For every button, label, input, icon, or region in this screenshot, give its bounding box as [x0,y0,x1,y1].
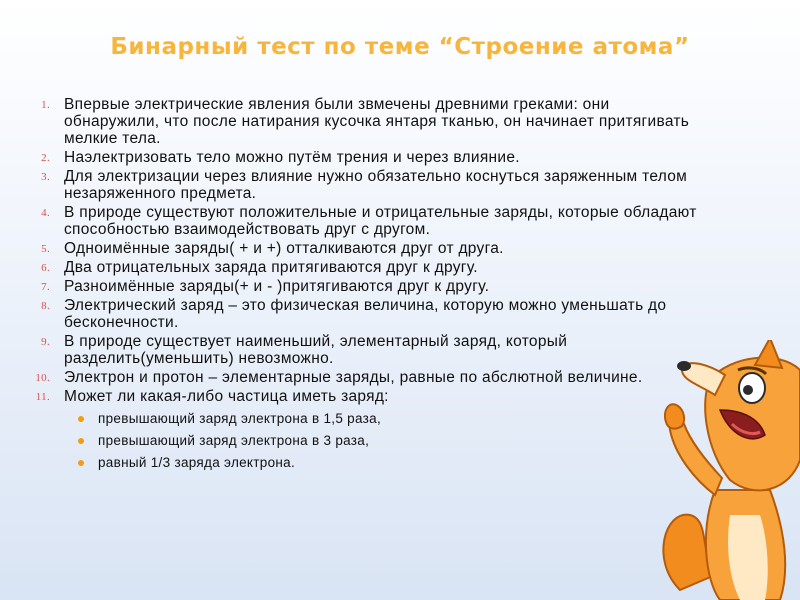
list-item [20,204,700,238]
list-item [20,149,700,166]
bullet-icon [78,438,84,444]
item-number: 10. [35,372,50,384]
item-text: Для электризации через влияние нужно обязательно коснуться заряженным телом незаряженного предмета. [64,168,688,202]
sub-list-item [64,408,700,430]
sub-item-text: превышающий заряд электрона в 1,5 раза, [98,411,381,426]
list-item [20,388,700,474]
item-number: 8. [41,300,50,312]
fox-illustration [660,340,800,600]
item-number: 7. [41,281,50,293]
item-number: 6. [41,262,50,274]
question-list [20,96,700,476]
item-number: 3. [41,171,50,183]
item-text: Электрон и протон – элементарные заряды, равные по абслютной величине. [64,369,643,386]
list-item [20,240,700,257]
item-text: Может ли какая-либо частица иметь заряд: [64,388,389,405]
sub-list-item [64,430,700,452]
bullet-icon [78,460,84,466]
item-number: 2. [41,152,50,164]
list-item [20,297,700,331]
item-text: В природе существует наименьший, элементарный заряд, который разделить(уменьшить) невозможно. [64,333,568,367]
item-number: 1. [41,99,50,111]
slide-title: Бинарный тест по теме “Строение атома” [110,34,690,60]
item-text: В природе существуют положительные и отрицательные заряды, которые обладают способностью взаимодействовать друг с другом. [64,204,697,238]
sub-list-item [64,452,700,474]
list-item [20,278,700,295]
item-text: Одноимённые заряды( + и +) отталкиваются друг от друга. [64,240,504,257]
bullet-icon [78,416,84,422]
item-number: 5. [41,243,50,255]
sub-item-text: равный 1/3 заряда электрона. [98,455,296,470]
item-text: Два отрицательных заряда притягиваются друг к другу. [64,259,478,276]
item-text: Электрический заряд – это физическая величина, которую можно уменьшать до бесконечности. [64,297,667,331]
item-text: Наэлектризовать тело можно путём трения и через влияние. [64,149,520,166]
list-item [20,168,700,202]
sub-list [64,408,700,474]
list-item [20,96,700,147]
item-number: 9. [41,336,50,348]
sub-item-text: превышающий заряд электрона в 3 раза, [98,433,370,448]
item-text: Разноимённые заряды(+ и - )притягиваются друг к другу. [64,278,490,295]
list-item [20,259,700,276]
item-text: Впервые электрические явления были звмечены древними греками: они обнаружили, что после натирания кусочка янтаря тканью, он начинает притягивать мелкие тела. [64,96,690,147]
item-number: 11. [35,391,50,403]
item-number: 4. [41,207,50,219]
list-item [20,333,700,367]
list-item [20,369,700,386]
